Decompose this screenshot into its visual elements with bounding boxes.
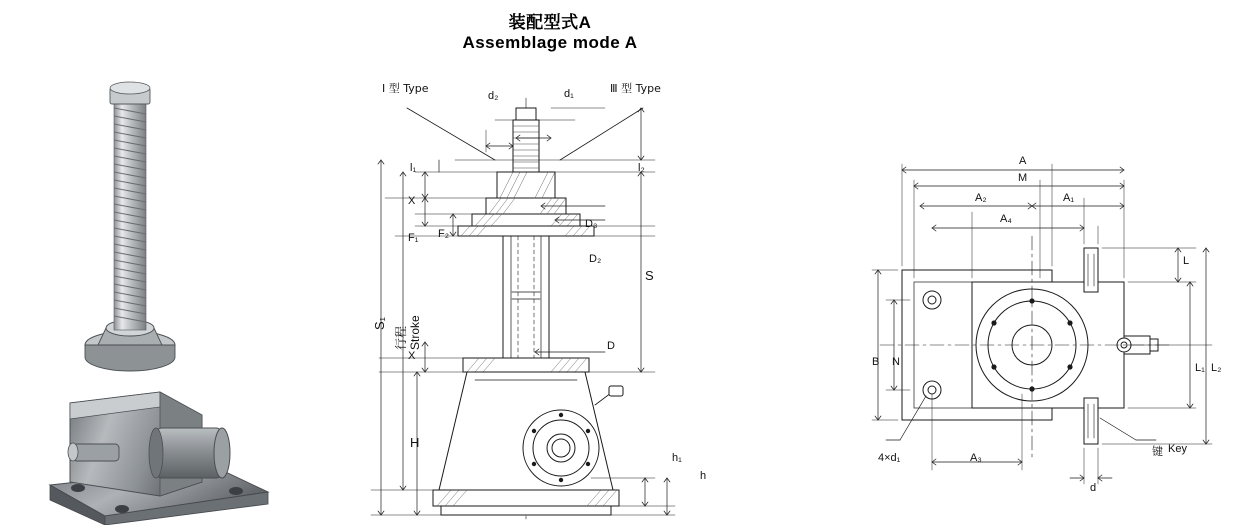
dim-d2-flange: D₂: [589, 253, 602, 265]
dim-A1: A₁: [1063, 192, 1075, 204]
dim-S: S: [645, 268, 654, 283]
dim-A4: A₄: [1000, 213, 1012, 225]
dim-d1: d₁: [564, 88, 574, 100]
dim-A2: A₂: [975, 192, 987, 204]
dim-f2: F₂: [438, 228, 449, 240]
dim-M: M: [1018, 172, 1028, 184]
dim-d: d: [1090, 482, 1097, 494]
title-french: Assemblage mode A: [462, 33, 638, 52]
dim-x-bottom: X: [408, 350, 416, 362]
dim-B: B: [872, 356, 880, 368]
title-chinese: 装配型式A: [508, 13, 592, 32]
dim-N: N: [892, 356, 900, 368]
dim-h1: h₁: [672, 452, 682, 464]
dim-A: A: [1019, 155, 1027, 167]
dim-stroke-cn: 行程: [394, 325, 408, 350]
dim-S1: S₁: [372, 316, 387, 330]
dim-l2: l₂: [638, 162, 645, 174]
dim-stroke-fr: Stroke: [408, 315, 422, 350]
dim-x-top: X: [408, 195, 416, 207]
dim-A3: A₃: [970, 452, 982, 464]
dim-L2: L₂: [1211, 362, 1222, 374]
dim-h: h: [700, 470, 707, 482]
screw-jack-photo: [10, 30, 310, 525]
dim-4xd1: 4×d₁: [878, 452, 901, 464]
key-label-chinese: 键: [1152, 445, 1163, 458]
key-label-french: Key: [1168, 443, 1187, 455]
dim-d2: d₂: [488, 90, 499, 102]
dim-D: D: [607, 340, 615, 352]
front-section-drawing: [355, 60, 685, 525]
dim-d3: D₃: [585, 218, 598, 230]
dim-L: L: [1183, 255, 1190, 267]
callout-type-1: Ⅰ 型 Type: [382, 82, 429, 95]
dim-f1: F₁: [408, 232, 419, 244]
callout-type-3: Ⅲ 型 Type: [610, 82, 661, 95]
dim-l1: l₁: [410, 162, 417, 174]
dim-H: H: [410, 435, 420, 450]
dim-L1: L₁: [1195, 362, 1205, 374]
